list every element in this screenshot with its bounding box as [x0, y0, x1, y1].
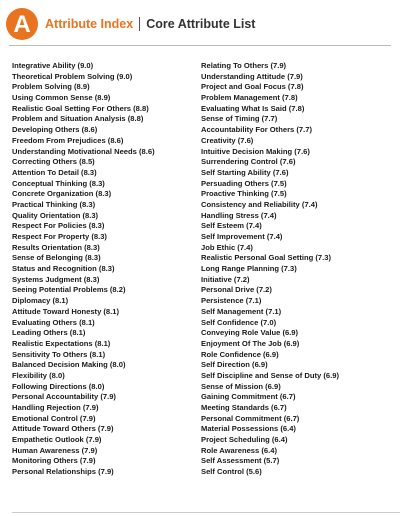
attribute-item: Developing Others (8.6) — [12, 125, 98, 135]
page-header — [6, 7, 255, 41]
attribute-item: Role Confidence (6.9) — [201, 349, 279, 359]
attribute-item: Personal Relationships (7.9) — [12, 467, 114, 477]
attribute-item: Relating To Others (7.9) — [201, 61, 287, 70]
brand-logo-icon — [6, 8, 38, 40]
attribute-item: Using Common Sense (8.9) — [12, 93, 111, 103]
attribute-item: Persistence (7.1) — [201, 296, 262, 306]
attribute-item: Freedom From Prejudices (8.6) — [12, 135, 124, 145]
attribute-item: Conceptual Thinking (8.3) — [12, 178, 105, 188]
attribute-item: Realistic Goal Setting For Others (8.8) — [12, 103, 149, 113]
attribute-item: Attitude Toward Others (7.9) — [12, 424, 114, 434]
attribute-item: Status and Recognition (8.3) — [12, 264, 115, 274]
logo-letter: A — [13, 10, 31, 38]
attribute-item: Evaluating What Is Said (7.8) — [201, 103, 305, 113]
attribute-item: Attitude Toward Honesty (8.1) — [12, 306, 120, 316]
attribute-item: Personal Commitment (6.7) — [201, 413, 300, 423]
attribute-item: Emotional Control (7.9) — [12, 413, 96, 423]
title-divider — [139, 17, 140, 31]
attribute-item: Surrendering Control (7.6) — [201, 157, 296, 167]
footer-rule — [12, 512, 400, 513]
attribute-item: Initiative (7.2) — [201, 274, 250, 284]
attribute-item: Balanced Decision Making (8.0) — [12, 360, 126, 370]
attribute-item: Creativity (7.6) — [201, 135, 254, 145]
attribute-item: Seeing Potential Problems (8.2) — [12, 285, 126, 295]
attribute-item: Sense of Timing (7.7) — [201, 114, 278, 124]
attribute-item: Accountability For Others (7.7) — [201, 125, 312, 135]
attribute-item: Self Starting Ability (7.6) — [201, 167, 289, 177]
attribute-item: Meeting Standards (6.7) — [201, 403, 287, 412]
attribute-item: Handling Stress (7.4) — [201, 210, 277, 220]
attribute-item: Personal Drive (7.2) — [201, 285, 272, 295]
attribute-item: Sense of Belonging (8.3) — [12, 253, 101, 263]
attribute-item: Following Directions (8.0) — [12, 381, 105, 391]
attribute-item: Correcting Others (8.5) — [12, 157, 95, 167]
attribute-item: Problem and Situation Analysis (8.8) — [12, 114, 144, 124]
attribute-item: Self Esteem (7.4) — [201, 221, 262, 231]
attribute-item: Self Confidence (7.0) — [201, 317, 277, 327]
attribute-item: Problem Management (7.8) — [201, 93, 298, 103]
attribute-item: Understanding Motivational Needs (8.6) — [12, 146, 155, 156]
attribute-item: Results Orientation (8.3) — [12, 242, 100, 252]
attribute-item: Project Scheduling (6.4) — [201, 435, 288, 445]
attribute-item: Diplomacy (8.1) — [12, 296, 69, 306]
attribute-item: Conveying Role Value (6.9) — [201, 328, 299, 338]
attribute-item: Long Range Planning (7.3) — [201, 264, 297, 274]
attribute-item: Practical Thinking (8.3) — [12, 199, 96, 209]
attribute-item: Self Management (7.1) — [201, 306, 282, 316]
attribute-item: Integrative Ability (9.0) — [12, 61, 94, 70]
header-rule — [9, 45, 391, 46]
attribute-item: Realistic Personal Goal Setting (7.3) — [201, 253, 331, 263]
attribute-item: Self Control (5.6) — [201, 467, 262, 477]
attribute-item: Quality Orientation (8.3) — [12, 210, 99, 220]
attribute-item: Evaluating Others (8.1) — [12, 317, 95, 327]
attribute-item: Self Assessment (5.7) — [201, 456, 280, 466]
attribute-item: Material Possessions (6.4) — [201, 424, 296, 434]
attribute-item: Self Discipline and Sense of Duty (6.9) — [201, 370, 339, 380]
attribute-item: Consistency and Reliability (7.4) — [201, 199, 318, 209]
attribute-item: Human Awareness (7.9) — [12, 445, 98, 455]
attribute-item: Flexibility (8.0) — [12, 370, 65, 380]
page-subtitle: Core Attribute List — [146, 17, 256, 31]
attribute-item: Sense of Mission (6.9) — [201, 381, 281, 391]
attribute-item: Personal Accountability (7.9) — [12, 392, 116, 402]
attribute-list-right — [201, 61, 396, 478]
attribute-item: Handling Rejection (7.9) — [12, 403, 99, 412]
attribute-item: Attention To Detail (8.3) — [12, 167, 97, 177]
attribute-item: Theoretical Problem Solving (9.0) — [12, 71, 133, 81]
attribute-item: Respect For Property (8.3) — [12, 232, 107, 241]
attribute-item: Self Direction (6.9) — [201, 360, 268, 370]
attribute-item: Role Awareness (6.4) — [201, 445, 277, 455]
attribute-item: Realistic Expectations (8.1) — [12, 338, 111, 348]
attribute-item: Proactive Thinking (7.5) — [201, 189, 287, 199]
attribute-item: Sensitivity To Others (8.1) — [12, 349, 106, 359]
attribute-item: Understanding Attitude (7.9) — [201, 71, 303, 81]
page-title: Attribute Index — [45, 17, 134, 31]
attribute-item: Leading Others (8.1) — [12, 328, 86, 338]
attribute-item: Self Improvement (7.4) — [201, 232, 283, 241]
attribute-item: Systems Judgment (8.3) — [12, 274, 100, 284]
attribute-item: Intuitive Decision Making (7.6) — [201, 146, 310, 156]
attribute-item: Project and Goal Focus (7.8) — [201, 82, 304, 92]
attribute-item: Gaining Commitment (6.7) — [201, 392, 296, 402]
attribute-list-left — [12, 61, 200, 478]
attribute-item: Respect For Policies (8.3) — [12, 221, 105, 231]
attribute-item: Concrete Organization (8.3) — [12, 189, 112, 199]
attribute-item: Enjoyment Of The Job (6.9) — [201, 338, 300, 348]
attribute-item: Problem Solving (8.9) — [12, 82, 90, 92]
attribute-item: Job Ethic (7.4) — [201, 242, 253, 252]
attribute-item: Empathetic Outlook (7.9) — [12, 435, 102, 445]
attribute-item: Persuading Others (7.5) — [201, 178, 287, 188]
attribute-item: Monitoring Others (7.9) — [12, 456, 96, 466]
